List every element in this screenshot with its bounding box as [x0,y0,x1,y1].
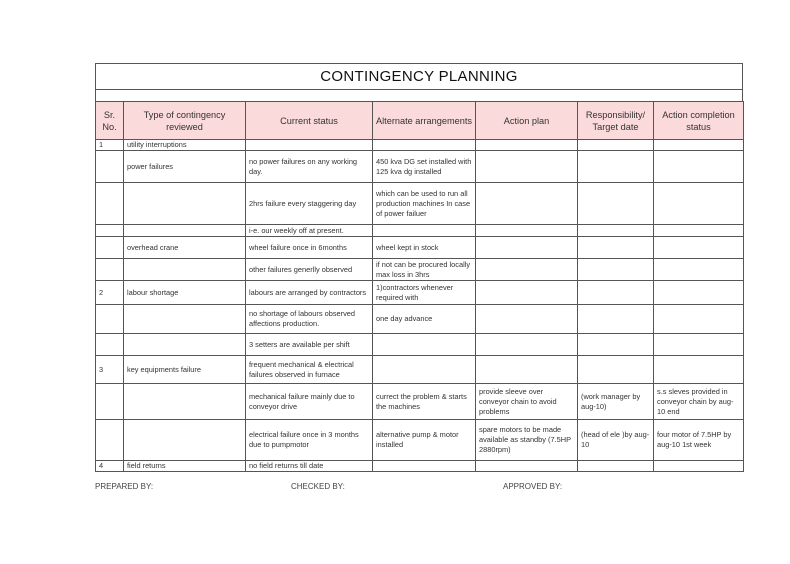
approved-by-label: APPROVED BY: [503,482,563,491]
col-header-current-status: Current status [246,102,373,140]
table-cell [124,384,246,420]
table-cell [654,259,744,281]
table-cell: 4 [96,461,124,472]
table-cell [373,334,476,356]
contingency-table [95,101,744,472]
table-cell [96,384,124,420]
table-cell: 2hrs failure every staggering day [246,183,373,225]
table-cell: mechanical failure mainly due to conveyor drive [246,384,373,420]
col-header-completion: Action completion status [654,102,744,140]
table-cell: which can be used to run all production machines In case of power failuer [373,183,476,225]
table-cell [654,237,744,259]
table-cell: no power failures on any working day. [246,151,373,183]
table-cell [124,183,246,225]
table-cell: labours are arranged by contractors [246,281,373,305]
table-cell: wheel failure once in 6months [246,237,373,259]
table-cell [578,356,654,384]
table-cell: overhead crane [124,237,246,259]
table-cell: 1 [96,140,124,151]
table-cell [578,461,654,472]
table-cell [96,305,124,334]
checked-by-label: CHECKED BY: [291,482,345,491]
document-title: CONTINGENCY PLANNING [95,63,743,89]
table-cell: no field returns till date [246,461,373,472]
table-cell: currect the problem & starts the machines [373,384,476,420]
table-cell [578,259,654,281]
table-cell [654,305,744,334]
table-cell [654,225,744,237]
prepared-by-label: PREPARED BY: [95,482,154,491]
table-cell [476,305,578,334]
table-cell [654,356,744,384]
table-cell [124,420,246,461]
table-cell [476,237,578,259]
table-cell: 450 kva DG set installed with 125 kva dg installed [373,151,476,183]
table-row [96,225,744,237]
table-cell [96,237,124,259]
table-cell [654,461,744,472]
table-row [96,259,744,281]
table-cell: if not can be procured locally max loss in 3hrs [373,259,476,281]
table-row [96,151,744,183]
col-header-alternate: Alternate arrangements [373,102,476,140]
spacer-row [95,89,743,101]
table-cell: 1)contractors whenever required with [373,281,476,305]
table-cell: i-e. our weekly off at present. [246,225,373,237]
col-header-action-plan: Action plan [476,102,578,140]
table-cell: 3 [96,356,124,384]
table-row [96,183,744,225]
table-cell: four motor of 7.5HP by aug-10 1st week [654,420,744,461]
table-cell: electrical failure once in 3 months due to pumpmotor [246,420,373,461]
table-cell: s.s sleves provided in conveyor chain by aug-10 end [654,384,744,420]
table-cell: wheel kept in stock [373,237,476,259]
table-cell: spare motors to be made available as standby (7.5HP 2880rpm) [476,420,578,461]
table-cell: (head of ele )by aug-10 [578,420,654,461]
table-cell [578,334,654,356]
table-cell [476,140,578,151]
table-cell [124,259,246,281]
table-cell: power failures [124,151,246,183]
table-body [96,140,744,472]
table-cell [373,140,476,151]
col-header-responsibility: Responsibility/ Target date [578,102,654,140]
table-cell [124,225,246,237]
table-cell: 2 [96,281,124,305]
table-cell: field returns [124,461,246,472]
table-cell: key equipments failure [124,356,246,384]
table-header-row [96,102,744,140]
table-cell: utility interruptions [124,140,246,151]
table-row [96,461,744,472]
table-cell [476,151,578,183]
table-cell [476,334,578,356]
table-cell [373,356,476,384]
table-row [96,420,744,461]
table-cell [373,461,476,472]
table-cell [96,183,124,225]
table-row [96,356,744,384]
table-cell [578,225,654,237]
table-cell [476,461,578,472]
table-cell [476,281,578,305]
table-cell [96,259,124,281]
table-row [96,334,744,356]
table-cell [654,183,744,225]
table-cell [96,225,124,237]
table-cell [373,225,476,237]
table-cell [654,281,744,305]
table-cell [654,140,744,151]
table-cell [578,140,654,151]
table-cell [654,151,744,183]
col-header-type: Type of contingency reviewed [124,102,246,140]
table-cell [124,305,246,334]
table-cell [654,334,744,356]
table-cell [578,183,654,225]
table-cell: labour shortage [124,281,246,305]
table-cell: (work manager by aug-10) [578,384,654,420]
contingency-sheet [95,63,743,472]
table-cell: provide sleeve over conveyor chain to avoid problems [476,384,578,420]
table-row [96,305,744,334]
table-cell [578,281,654,305]
table-cell [96,420,124,461]
table-cell [476,183,578,225]
table-cell: alternative pump & motor installed [373,420,476,461]
table-cell [476,356,578,384]
table-cell [476,225,578,237]
table-cell: frequent mechanical & electrical failures observed in furnace [246,356,373,384]
table-cell [578,151,654,183]
table-cell [124,334,246,356]
table-cell [578,305,654,334]
table-cell: other failures generlly observed [246,259,373,281]
table-row [96,281,744,305]
table-cell [578,237,654,259]
table-cell [96,334,124,356]
table-row [96,237,744,259]
col-header-sr-no: Sr. No. [96,102,124,140]
table-cell: one day advance [373,305,476,334]
table-cell: no shortage of labours observed affections production. [246,305,373,334]
table-cell [476,259,578,281]
table-cell: 3 setters are available per shift [246,334,373,356]
table-cell [246,140,373,151]
table-cell [96,151,124,183]
table-row [96,384,744,420]
table-row [96,140,744,151]
